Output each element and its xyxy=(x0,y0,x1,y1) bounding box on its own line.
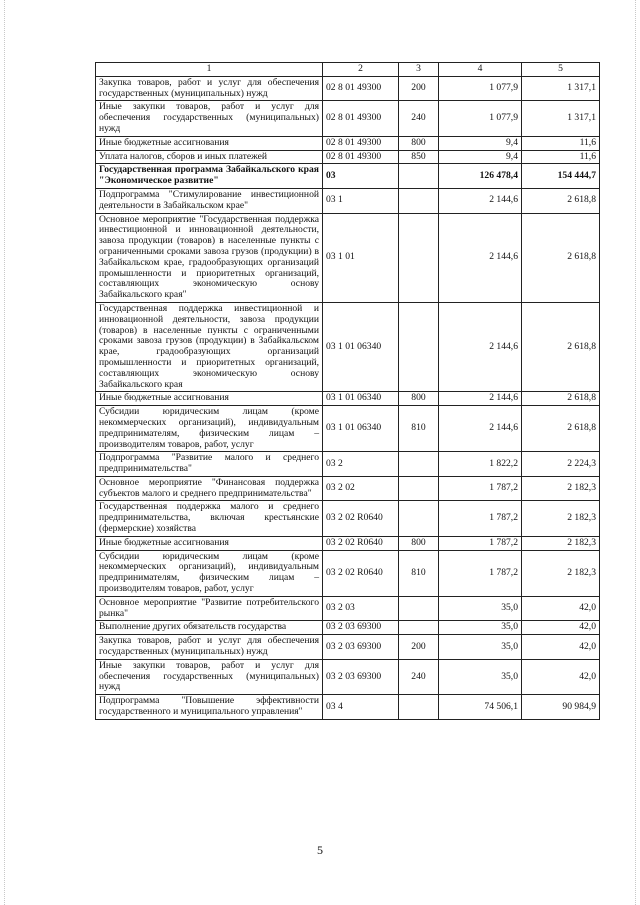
page-number: 5 xyxy=(317,843,323,857)
row-name-cell: Основное мероприятие "Развитие потребительского рынка" xyxy=(96,596,323,621)
row-value-2024-cell: 1 787,2 xyxy=(439,476,522,501)
row-name-cell: Выполнение других обязательств государства xyxy=(96,621,323,635)
row-value-2024-cell: 1 077,9 xyxy=(439,76,522,101)
row-value-2024-cell: 2 144,6 xyxy=(439,188,522,213)
row-value-2024-cell: 1 822,2 xyxy=(439,452,522,477)
row-value-2024-cell: 1 787,2 xyxy=(439,536,522,550)
row-type-cell: 800 xyxy=(399,536,439,550)
row-name-cell: Подпрограмма "Стимулирование инвестиционной деятельности в Забайкальском крае" xyxy=(96,188,323,213)
row-value-2025-cell: 2 618,8 xyxy=(522,213,600,302)
header-cell: 5 xyxy=(522,63,600,77)
table-row xyxy=(96,452,600,477)
row-type-cell xyxy=(399,621,439,635)
table-row xyxy=(96,101,600,136)
table-row xyxy=(96,76,600,101)
page-edge-right xyxy=(635,0,636,905)
row-type-cell xyxy=(399,164,439,189)
row-code-cell: 03 xyxy=(323,164,399,189)
row-type-cell xyxy=(399,302,439,391)
row-value-2024-cell: 2 144,6 xyxy=(439,392,522,406)
table-row xyxy=(96,695,600,720)
row-value-2024-cell: 1 077,9 xyxy=(439,101,522,136)
row-code-cell: 02 8 01 49300 xyxy=(323,76,399,101)
row-code-cell: 03 2 02 R0640 xyxy=(323,536,399,550)
row-value-2024-cell: 1 787,2 xyxy=(439,501,522,536)
row-value-2024-cell: 74 506,1 xyxy=(439,695,522,720)
row-value-2025-cell: 2 224,3 xyxy=(522,452,600,477)
row-name-cell: Основное мероприятие "Финансовая поддержка субъектов малого и среднего предпринимательства" xyxy=(96,476,323,501)
row-type-cell: 810 xyxy=(399,550,439,596)
row-code-cell: 02 8 01 49300 xyxy=(323,136,399,150)
row-code-cell: 03 4 xyxy=(323,695,399,720)
row-value-2025-cell: 2 182,3 xyxy=(522,536,600,550)
row-value-2024-cell: 9,4 xyxy=(439,136,522,150)
row-value-2024-cell: 9,4 xyxy=(439,150,522,164)
row-value-2025-cell: 2 182,3 xyxy=(522,476,600,501)
table-row xyxy=(96,302,600,391)
row-code-cell: 03 1 xyxy=(323,188,399,213)
row-code-cell: 03 1 01 06340 xyxy=(323,302,399,391)
header-cell: 3 xyxy=(399,63,439,77)
row-code-cell: 03 2 02 R0640 xyxy=(323,501,399,536)
table-row xyxy=(96,635,600,660)
row-value-2024-cell: 2 144,6 xyxy=(439,302,522,391)
row-name-cell: Субсидии юридическим лицам (кроме некоммерческих организаций), индивидуальным предпринимателям, физическим лицам – производителям товаров, работ, услуг xyxy=(96,550,323,596)
row-type-cell: 850 xyxy=(399,150,439,164)
row-value-2024-cell: 126 478,4 xyxy=(439,164,522,189)
table-row xyxy=(96,536,600,550)
row-code-cell: 03 2 02 R0640 xyxy=(323,550,399,596)
row-name-cell: Иные бюджетные ассигнования xyxy=(96,536,323,550)
row-code-cell: 03 2 03 69300 xyxy=(323,635,399,660)
header-cell: 1 xyxy=(96,63,323,77)
row-value-2025-cell: 2 618,8 xyxy=(522,406,600,452)
row-name-cell: Иные закупки товаров, работ и услуг для обеспечения государственных (муниципальных) нужд xyxy=(96,659,323,694)
row-value-2025-cell: 42,0 xyxy=(522,621,600,635)
row-name-cell: Подпрограмма "Повышение эффективности государственного и муниципального управления" xyxy=(96,695,323,720)
row-code-cell: 02 8 01 49300 xyxy=(323,150,399,164)
row-value-2025-cell: 2 618,8 xyxy=(522,188,600,213)
table-row xyxy=(96,136,600,150)
row-type-cell xyxy=(399,213,439,302)
row-name-cell: Государственная поддержка малого и среднего предпринимательства, включая крестьянские (фермерские) хозяйства xyxy=(96,501,323,536)
table-header-row xyxy=(96,63,600,77)
row-type-cell: 200 xyxy=(399,635,439,660)
row-value-2024-cell: 35,0 xyxy=(439,621,522,635)
row-code-cell: 03 2 03 69300 xyxy=(323,659,399,694)
table-row xyxy=(96,392,600,406)
table-row xyxy=(96,659,600,694)
row-name-cell: Закупка товаров, работ и услуг для обеспечения государственных (муниципальных) нужд xyxy=(96,76,323,101)
row-value-2025-cell: 1 317,1 xyxy=(522,101,600,136)
row-value-2024-cell: 35,0 xyxy=(439,635,522,660)
row-value-2025-cell: 2 182,3 xyxy=(522,501,600,536)
row-type-cell xyxy=(399,596,439,621)
row-type-cell xyxy=(399,476,439,501)
row-type-cell xyxy=(399,695,439,720)
table-row xyxy=(96,164,600,189)
row-name-cell: Государственная поддержка инвестиционной и инновационной деятельности, завоза продукции (товаров) в населенные пункты с ограниченными сроками завоза грузов (продукции) в Забайкальском крае, градообразующих организаций промышленности и приоритетных организаций, составляющих экономическую основу Забайкальского края xyxy=(96,302,323,391)
row-value-2025-cell: 2 618,8 xyxy=(522,302,600,391)
row-name-cell: Основное мероприятие "Государственная поддержка инвестиционной и инновационной деятельности, завоза продукции (товаров) в населенные пункты с ограниченными сроками завоза грузов (продукции) в Забайкальском крае, градообразующих организаций промышленности и приоритетных организаций, составляющих экономическую основу Забайкальского края" xyxy=(96,213,323,302)
row-value-2025-cell: 90 984,9 xyxy=(522,695,600,720)
row-code-cell: 03 1 01 xyxy=(323,213,399,302)
table-row xyxy=(96,213,600,302)
row-code-cell: 02 8 01 49300 xyxy=(323,101,399,136)
row-name-cell: Закупка товаров, работ и услуг для обеспечения государственных (муниципальных) нужд xyxy=(96,635,323,660)
row-type-cell: 810 xyxy=(399,406,439,452)
header-cell: 2 xyxy=(323,63,399,77)
row-code-cell: 03 2 03 xyxy=(323,596,399,621)
table-row xyxy=(96,596,600,621)
row-value-2025-cell: 42,0 xyxy=(522,635,600,660)
row-value-2024-cell: 2 144,6 xyxy=(439,213,522,302)
row-code-cell: 03 1 01 06340 xyxy=(323,392,399,406)
row-type-cell: 800 xyxy=(399,136,439,150)
page-edge-left xyxy=(4,0,5,905)
row-value-2025-cell: 2 618,8 xyxy=(522,392,600,406)
row-type-cell: 800 xyxy=(399,392,439,406)
row-code-cell: 03 2 02 xyxy=(323,476,399,501)
row-type-cell xyxy=(399,452,439,477)
row-name-cell: Подпрограмма "Развитие малого и среднего предпринимательства" xyxy=(96,452,323,477)
row-name-cell: Государственная программа Забайкальского края "Экономическое развитие" xyxy=(96,164,323,189)
budget-table xyxy=(95,62,600,720)
row-name-cell: Субсидии юридическим лицам (кроме некоммерческих организаций), индивидуальным предпринимателям, физическим лицам – производителям товаров, работ, услуг xyxy=(96,406,323,452)
row-type-cell: 200 xyxy=(399,76,439,101)
table-row xyxy=(96,150,600,164)
table-row xyxy=(96,501,600,536)
row-type-cell xyxy=(399,188,439,213)
header-cell: 4 xyxy=(439,63,522,77)
row-value-2025-cell: 2 182,3 xyxy=(522,550,600,596)
table-row xyxy=(96,406,600,452)
row-code-cell: 03 2 03 69300 xyxy=(323,621,399,635)
table-row xyxy=(96,621,600,635)
row-value-2025-cell: 11,6 xyxy=(522,136,600,150)
row-type-cell: 240 xyxy=(399,659,439,694)
row-type-cell: 240 xyxy=(399,101,439,136)
row-value-2025-cell: 154 444,7 xyxy=(522,164,600,189)
table-row xyxy=(96,476,600,501)
row-name-cell: Иные бюджетные ассигнования xyxy=(96,136,323,150)
row-value-2025-cell: 1 317,1 xyxy=(522,76,600,101)
row-code-cell: 03 1 01 06340 xyxy=(323,406,399,452)
table-row xyxy=(96,188,600,213)
row-value-2024-cell: 35,0 xyxy=(439,659,522,694)
row-code-cell: 03 2 xyxy=(323,452,399,477)
table-row xyxy=(96,550,600,596)
row-value-2024-cell: 2 144,6 xyxy=(439,406,522,452)
row-name-cell: Иные закупки товаров, работ и услуг для обеспечения государственных (муниципальных) нужд xyxy=(96,101,323,136)
row-value-2025-cell: 42,0 xyxy=(522,659,600,694)
row-value-2024-cell: 35,0 xyxy=(439,596,522,621)
row-value-2025-cell: 11,6 xyxy=(522,150,600,164)
row-name-cell: Иные бюджетные ассигнования xyxy=(96,392,323,406)
row-value-2024-cell: 1 787,2 xyxy=(439,550,522,596)
row-type-cell xyxy=(399,501,439,536)
row-value-2025-cell: 42,0 xyxy=(522,596,600,621)
row-name-cell: Уплата налогов, сборов и иных платежей xyxy=(96,150,323,164)
